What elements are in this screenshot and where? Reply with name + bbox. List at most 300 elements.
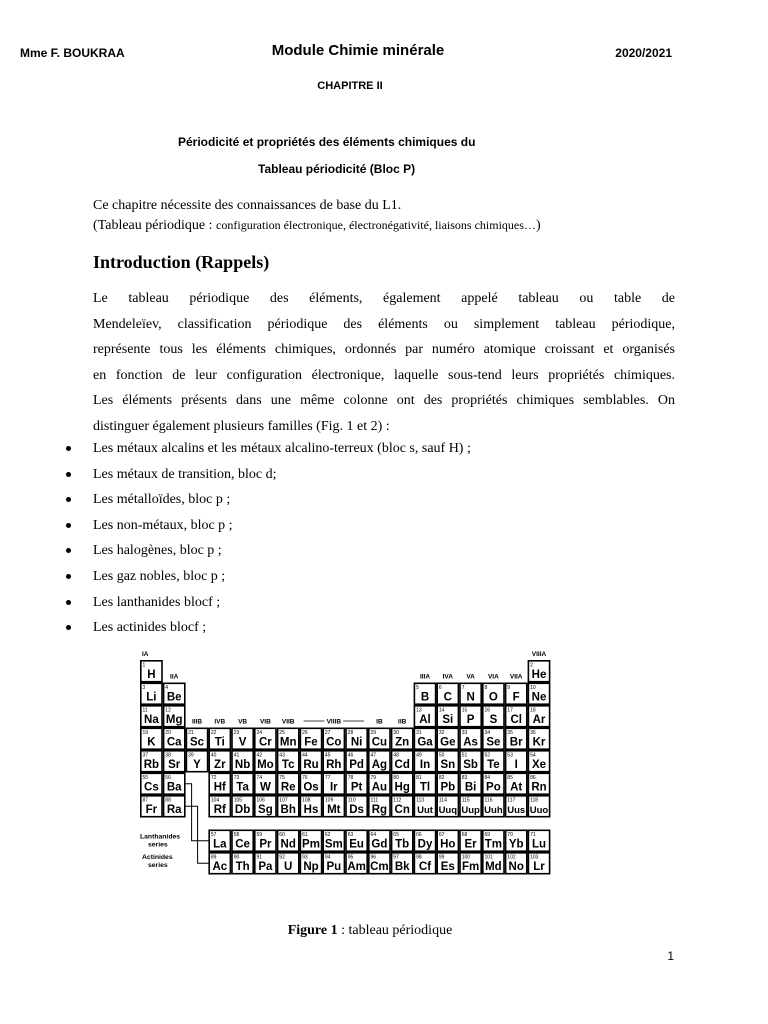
- element-symbol: Uuo: [529, 805, 549, 816]
- atomic-number: 88: [165, 797, 171, 804]
- element-symbol: Er: [464, 838, 477, 851]
- element-cell: [300, 853, 321, 874]
- element-symbol: Mo: [257, 759, 274, 771]
- atomic-number: 81: [416, 775, 422, 781]
- atomic-number: 75: [279, 775, 285, 781]
- atomic-number: 13: [416, 707, 422, 714]
- atomic-number: 1: [142, 662, 146, 669]
- element-symbol: N: [466, 691, 475, 704]
- element-cell: [460, 751, 481, 772]
- element-cell: [506, 706, 527, 727]
- element-symbol: He: [531, 669, 547, 681]
- element-symbol: Rh: [326, 759, 342, 771]
- element-cell: [528, 853, 549, 874]
- atomic-number: 115: [461, 797, 470, 804]
- group-label: VIIIA: [531, 651, 547, 658]
- element-cell: [141, 796, 162, 817]
- group-label: IIIB: [191, 718, 203, 726]
- element-symbol: Ge: [440, 736, 456, 749]
- element-cell: [483, 706, 504, 727]
- element-symbol: Au: [371, 781, 388, 794]
- atomic-number: 32: [438, 730, 445, 736]
- group-label: IB: [376, 718, 383, 726]
- element-symbol: La: [213, 838, 227, 851]
- element-cell: [437, 728, 458, 749]
- atomic-number: 76: [302, 775, 308, 781]
- element-cell: [323, 751, 344, 772]
- element-symbol: Es: [440, 861, 455, 873]
- element-symbol: Cm: [370, 861, 389, 873]
- bullet-icon: [66, 574, 71, 579]
- atomic-number: 95: [347, 854, 354, 861]
- atomic-number: 36: [530, 730, 536, 736]
- element-symbol: As: [463, 736, 478, 749]
- atomic-number: 64: [370, 832, 377, 838]
- atomic-number: 109: [324, 797, 334, 804]
- atomic-number: 59: [256, 832, 263, 838]
- atomic-number: 10: [530, 685, 536, 691]
- element-cell: [323, 728, 344, 749]
- list-item: [66, 462, 471, 488]
- atomic-number: 14: [438, 707, 445, 714]
- element-cell: [528, 773, 549, 794]
- element-symbol: Ho: [440, 838, 456, 851]
- element-symbol: Ba: [166, 781, 182, 794]
- element-cell: [414, 830, 435, 851]
- element-symbol: Uus: [507, 805, 526, 816]
- header-module-title: Module Chimie minérale: [271, 42, 445, 59]
- atomic-number: 57: [210, 832, 217, 838]
- group-label: IIIA: [419, 673, 431, 681]
- atomic-number: 77: [324, 775, 331, 781]
- element-symbol: Ni: [350, 736, 363, 749]
- element-symbol: Mn: [279, 736, 297, 749]
- element-cell: [255, 751, 276, 772]
- bullet-icon: [66, 497, 71, 502]
- element-symbol: Cl: [510, 714, 522, 726]
- figure-caption: [0, 923, 740, 939]
- element-symbol: S: [489, 714, 498, 726]
- element-cell: [483, 830, 504, 851]
- element-cell: [528, 706, 549, 727]
- atomic-number: 56: [165, 775, 171, 781]
- element-symbol: Sr: [168, 759, 181, 771]
- paragraph-line: représente tous les éléments chimiques, ordonnés par numéro atomique croissant et organisés: [93, 342, 675, 358]
- element-symbol: Ds: [349, 804, 364, 816]
- element-cell: [141, 751, 162, 772]
- element-cell: [528, 661, 549, 682]
- list-item: [66, 487, 471, 513]
- chapter-label: CHAPITRE II: [317, 80, 383, 92]
- element-symbol: Yb: [508, 838, 524, 851]
- element-cell: [300, 796, 321, 817]
- element-symbol: Uup: [461, 805, 480, 816]
- element-symbol: At: [510, 781, 523, 794]
- element-symbol: Eu: [349, 838, 364, 851]
- element-cell: [414, 853, 435, 874]
- atomic-number: 26: [302, 730, 308, 736]
- atomic-number: 110: [347, 797, 356, 804]
- atomic-number: 113: [416, 797, 425, 804]
- atomic-number: 11: [142, 707, 148, 714]
- atomic-number: 97: [393, 854, 399, 861]
- atomic-number: 106: [256, 797, 265, 804]
- element-symbol: V: [238, 736, 247, 749]
- atomic-number: 69: [484, 832, 491, 838]
- element-symbol: Mt: [327, 804, 341, 816]
- element-cell: [164, 751, 185, 772]
- element-cell: [255, 773, 276, 794]
- atomic-number: 66: [416, 832, 422, 838]
- atomic-number: 67: [438, 832, 445, 838]
- bullet-icon: [66, 472, 71, 477]
- element-cell: [369, 853, 390, 874]
- group-label: VIIIB: [326, 718, 342, 726]
- element-symbol: Ce: [235, 838, 250, 851]
- element-cell: [278, 853, 299, 874]
- header-year: 2020/2021: [615, 46, 672, 60]
- element-cell: [460, 796, 481, 817]
- atomic-number: 18: [530, 707, 536, 714]
- element-cell: [460, 830, 481, 851]
- element-cell: [232, 728, 253, 749]
- element-cell: [392, 773, 413, 794]
- atomic-number: 37: [142, 752, 149, 759]
- element-symbol: I: [514, 759, 518, 771]
- element-cell: [437, 853, 458, 874]
- element-symbol: Pu: [326, 861, 342, 873]
- atomic-number: 91: [256, 854, 263, 861]
- atomic-number: 84: [484, 775, 491, 781]
- element-cell: [255, 796, 276, 817]
- element-cell: [506, 773, 527, 794]
- element-symbol: O: [488, 691, 498, 704]
- atomic-number: 24: [256, 730, 263, 736]
- atomic-number: 44: [302, 752, 308, 759]
- element-cell: [346, 751, 367, 772]
- atomic-number: 42: [256, 752, 263, 759]
- element-symbol: Cu: [371, 736, 388, 749]
- element-symbol: Mg: [165, 714, 183, 726]
- list-item-text: Les métaux alcalins et les métaux alcalino-terreux (bloc s, sauf H) ;: [93, 441, 471, 456]
- element-symbol: Hf: [213, 781, 226, 794]
- atomic-number: 5: [416, 685, 419, 691]
- element-symbol: Uuq: [438, 805, 458, 816]
- list-item-text: Les gaz nobles, bloc p ;: [93, 568, 226, 584]
- atomic-number: 105: [233, 797, 243, 804]
- paragraph-line: en fonction de leur configuration électronique, laquelle sous-tend leurs propriétés chimiques.: [93, 367, 675, 383]
- element-symbol: Ir: [329, 781, 338, 794]
- atomic-number: 19: [142, 730, 149, 736]
- atomic-number: 34: [484, 730, 491, 736]
- element-symbol: Rg: [371, 804, 388, 816]
- atomic-number: 89: [210, 854, 217, 861]
- intro-line-1: Ce chapitre nécessite des connaissances de base du L1.: [93, 198, 402, 213]
- element-symbol: Bh: [280, 804, 296, 816]
- actinides-series-label: Actinides: [142, 854, 173, 861]
- element-symbol: Dy: [417, 838, 433, 851]
- atomic-number: 46: [347, 752, 354, 759]
- element-symbol: F: [512, 691, 520, 704]
- bullet-icon: [66, 600, 71, 605]
- atomic-number: 111: [370, 797, 379, 804]
- element-cell: [141, 661, 162, 682]
- element-symbol: Cf: [418, 861, 432, 873]
- intro-line-2-topics: configuration électronique, électronégativité, liaisons chimiques…: [216, 218, 536, 232]
- atomic-number: 47: [370, 752, 377, 759]
- intro-line-2-start: (Tableau périodique :: [93, 218, 217, 233]
- element-symbol: Ra: [166, 804, 182, 816]
- atomic-number: 93: [302, 854, 308, 861]
- element-cell: [164, 796, 185, 817]
- element-cell: [483, 773, 504, 794]
- element-cell: [232, 751, 253, 772]
- element-symbol: Bi: [464, 781, 477, 794]
- actinides-series-label: series: [148, 862, 168, 869]
- list-item: [66, 513, 471, 539]
- element-cell: [300, 728, 321, 749]
- element-symbol: Ru: [303, 759, 319, 771]
- element-symbol: Se: [486, 736, 501, 749]
- element-cell: [460, 683, 481, 704]
- atomic-number: 114: [438, 797, 447, 804]
- element-symbol: U: [284, 861, 293, 873]
- atomic-number: 9: [507, 685, 511, 691]
- element-cell: [483, 796, 504, 817]
- element-cell: [460, 706, 481, 727]
- element-symbol: C: [443, 691, 452, 704]
- element-cell: [346, 728, 367, 749]
- element-symbol: Xe: [531, 759, 547, 771]
- element-cell: [209, 796, 230, 817]
- element-cell: [528, 751, 549, 772]
- atomic-number: 118: [530, 797, 539, 804]
- atomic-number: 55: [142, 775, 149, 781]
- element-symbol: Br: [509, 736, 523, 749]
- list-item-text: Les halogènes, bloc p ;: [93, 543, 222, 559]
- element-cell: [414, 796, 435, 817]
- group-label: IVB: [214, 718, 226, 726]
- element-cell: [346, 773, 367, 794]
- element-cell: [141, 683, 162, 704]
- element-cell: [414, 706, 435, 727]
- element-cell: [483, 853, 504, 874]
- section-heading: Introduction (Rappels): [93, 252, 270, 272]
- figure-caption-label: Figure 1: [287, 923, 338, 938]
- element-cell: [392, 796, 413, 817]
- element-cell: [323, 853, 344, 874]
- element-symbol: Uuh: [484, 805, 503, 816]
- element-symbol: Md: [485, 861, 502, 873]
- list-item-text: Les métaux de transition, bloc d;: [93, 466, 277, 482]
- element-symbol: Gd: [371, 838, 388, 851]
- element-cell: [186, 728, 207, 749]
- element-cell: [506, 830, 527, 851]
- element-cell: [278, 796, 299, 817]
- element-symbol: Uut: [417, 805, 433, 816]
- element-symbol: Sg: [258, 804, 273, 816]
- element-cell: [164, 683, 185, 704]
- element-cell: [392, 751, 413, 772]
- paragraph-line: Les éléments présents dans une même colonne ont des propriétés chimiques semblables. On: [93, 393, 675, 409]
- atomic-number: 41: [233, 752, 240, 759]
- element-symbol: Ne: [531, 691, 547, 704]
- atomic-number: 73: [233, 775, 240, 781]
- element-cell: [186, 751, 207, 772]
- group-label: VA: [466, 673, 475, 681]
- atomic-number: 22: [210, 730, 217, 736]
- atomic-number: 30: [393, 730, 399, 736]
- element-symbol: Pd: [349, 759, 364, 771]
- atomic-number: 107: [279, 797, 288, 804]
- atomic-number: 29: [370, 730, 377, 736]
- element-cell: [323, 773, 344, 794]
- atomic-number: 20: [165, 730, 171, 736]
- element-cell: [278, 751, 299, 772]
- element-cell: [369, 773, 390, 794]
- atomic-number: 74: [256, 775, 263, 781]
- element-cell: [141, 706, 162, 727]
- element-cell: [255, 830, 276, 851]
- atomic-number: 85: [507, 775, 513, 781]
- element-symbol: Re: [280, 781, 296, 794]
- paragraph-line: distinguer également plusieurs familles (Fig. 1 et 2) :: [93, 418, 390, 434]
- element-symbol: Ta: [236, 781, 249, 794]
- lanthanides-series-label: Lanthanides: [140, 833, 181, 841]
- atomic-number: 23: [233, 730, 240, 736]
- element-symbol: Pa: [258, 861, 273, 873]
- paragraph-line: Le tableau périodique des éléments, également appelé tableau ou table de: [93, 291, 675, 306]
- group-label: IIB: [398, 718, 407, 726]
- element-cell: [506, 796, 527, 817]
- element-cell: [528, 728, 549, 749]
- group-label: VB: [238, 718, 248, 726]
- element-cell: [392, 728, 413, 749]
- element-cell: [414, 683, 435, 704]
- atomic-number: 83: [461, 775, 468, 781]
- atomic-number: 48: [393, 752, 399, 759]
- atomic-number: 78: [347, 775, 354, 781]
- bullet-icon: [66, 625, 71, 630]
- element-cell: [460, 728, 481, 749]
- element-symbol: Db: [234, 804, 251, 816]
- element-cell: [369, 751, 390, 772]
- atomic-number: 117: [507, 797, 516, 804]
- atomic-number: 71: [530, 832, 536, 838]
- atomic-number: 92: [279, 854, 285, 861]
- element-symbol: Nb: [234, 759, 251, 771]
- atomic-number: 53: [507, 752, 513, 759]
- list-item-text: Les non-métaux, bloc p ;: [93, 517, 233, 533]
- atomic-number: 112: [393, 797, 402, 804]
- atomic-number: 21: [188, 730, 194, 736]
- atomic-number: 70: [507, 832, 513, 838]
- atomic-number: 8: [484, 685, 488, 691]
- element-symbol: Ga: [417, 736, 433, 749]
- element-cell: [209, 728, 230, 749]
- list-item: [66, 590, 471, 616]
- element-symbol: Sm: [324, 838, 343, 851]
- atomic-number: 3: [142, 685, 146, 691]
- atomic-number: 39: [188, 752, 194, 759]
- family-list: [66, 436, 471, 641]
- element-cell: [300, 830, 321, 851]
- atomic-number: 35: [507, 730, 513, 736]
- header-author: Mme F. BOUKRAA: [20, 46, 125, 60]
- element-symbol: Po: [486, 781, 501, 794]
- group-label: VIIA: [509, 673, 523, 681]
- element-symbol: Al: [419, 714, 431, 726]
- group-label: IA: [142, 651, 149, 658]
- element-symbol: Tc: [281, 759, 295, 771]
- atomic-number: 25: [279, 730, 285, 736]
- atomic-number: 50: [438, 752, 445, 759]
- list-item: [66, 615, 471, 641]
- element-cell: [346, 853, 367, 874]
- atomic-number: 17: [507, 707, 513, 714]
- element-symbol: Bk: [394, 861, 410, 873]
- element-symbol: Zr: [214, 759, 226, 771]
- element-symbol: Pt: [350, 781, 363, 794]
- atomic-number: 87: [142, 797, 149, 804]
- element-symbol: Tl: [419, 781, 431, 794]
- page-number: 1: [667, 949, 674, 963]
- atomic-number: 63: [347, 832, 354, 838]
- element-cell: [209, 773, 230, 794]
- atomic-number: 68: [461, 832, 468, 838]
- element-cell: [414, 751, 435, 772]
- atomic-number: 38: [165, 752, 171, 759]
- element-symbol: Rb: [143, 759, 160, 771]
- element-symbol: Pm: [302, 838, 320, 851]
- atomic-number: 80: [393, 775, 399, 781]
- atomic-number: 96: [370, 854, 377, 861]
- element-cell: [392, 830, 413, 851]
- list-item-text: Les actinides blocf ;: [93, 620, 207, 636]
- element-symbol: Lr: [533, 861, 545, 873]
- element-symbol: Cd: [394, 759, 410, 771]
- element-symbol: Ti: [214, 736, 225, 749]
- element-cell: [437, 796, 458, 817]
- element-symbol: Kr: [532, 736, 546, 749]
- atomic-number: 15: [461, 707, 468, 714]
- element-symbol: In: [419, 759, 431, 771]
- atomic-number: 86: [530, 775, 536, 781]
- atomic-number: 108: [302, 797, 311, 804]
- element-symbol: Rn: [531, 781, 547, 794]
- atomic-number: 101: [484, 854, 493, 861]
- element-symbol: P: [466, 714, 475, 726]
- element-symbol: Sc: [189, 736, 205, 749]
- element-cell: [528, 683, 549, 704]
- element-cell: [278, 773, 299, 794]
- element-cell: [437, 751, 458, 772]
- atomic-number: 31: [416, 730, 422, 736]
- element-cell: [278, 830, 299, 851]
- group-label: VIA: [487, 673, 499, 681]
- atomic-number: 43: [279, 752, 285, 759]
- atomic-number: 60: [279, 832, 285, 838]
- atomic-number: 65: [393, 832, 399, 838]
- element-symbol: Tm: [484, 838, 503, 851]
- element-symbol: Sb: [463, 759, 478, 771]
- element-symbol: Fe: [304, 736, 318, 749]
- element-symbol: Ar: [532, 714, 546, 726]
- atomic-number: 98: [416, 854, 422, 861]
- periodic-table-figure: [136, 646, 610, 908]
- element-symbol: No: [508, 861, 524, 873]
- element-cell: [460, 853, 481, 874]
